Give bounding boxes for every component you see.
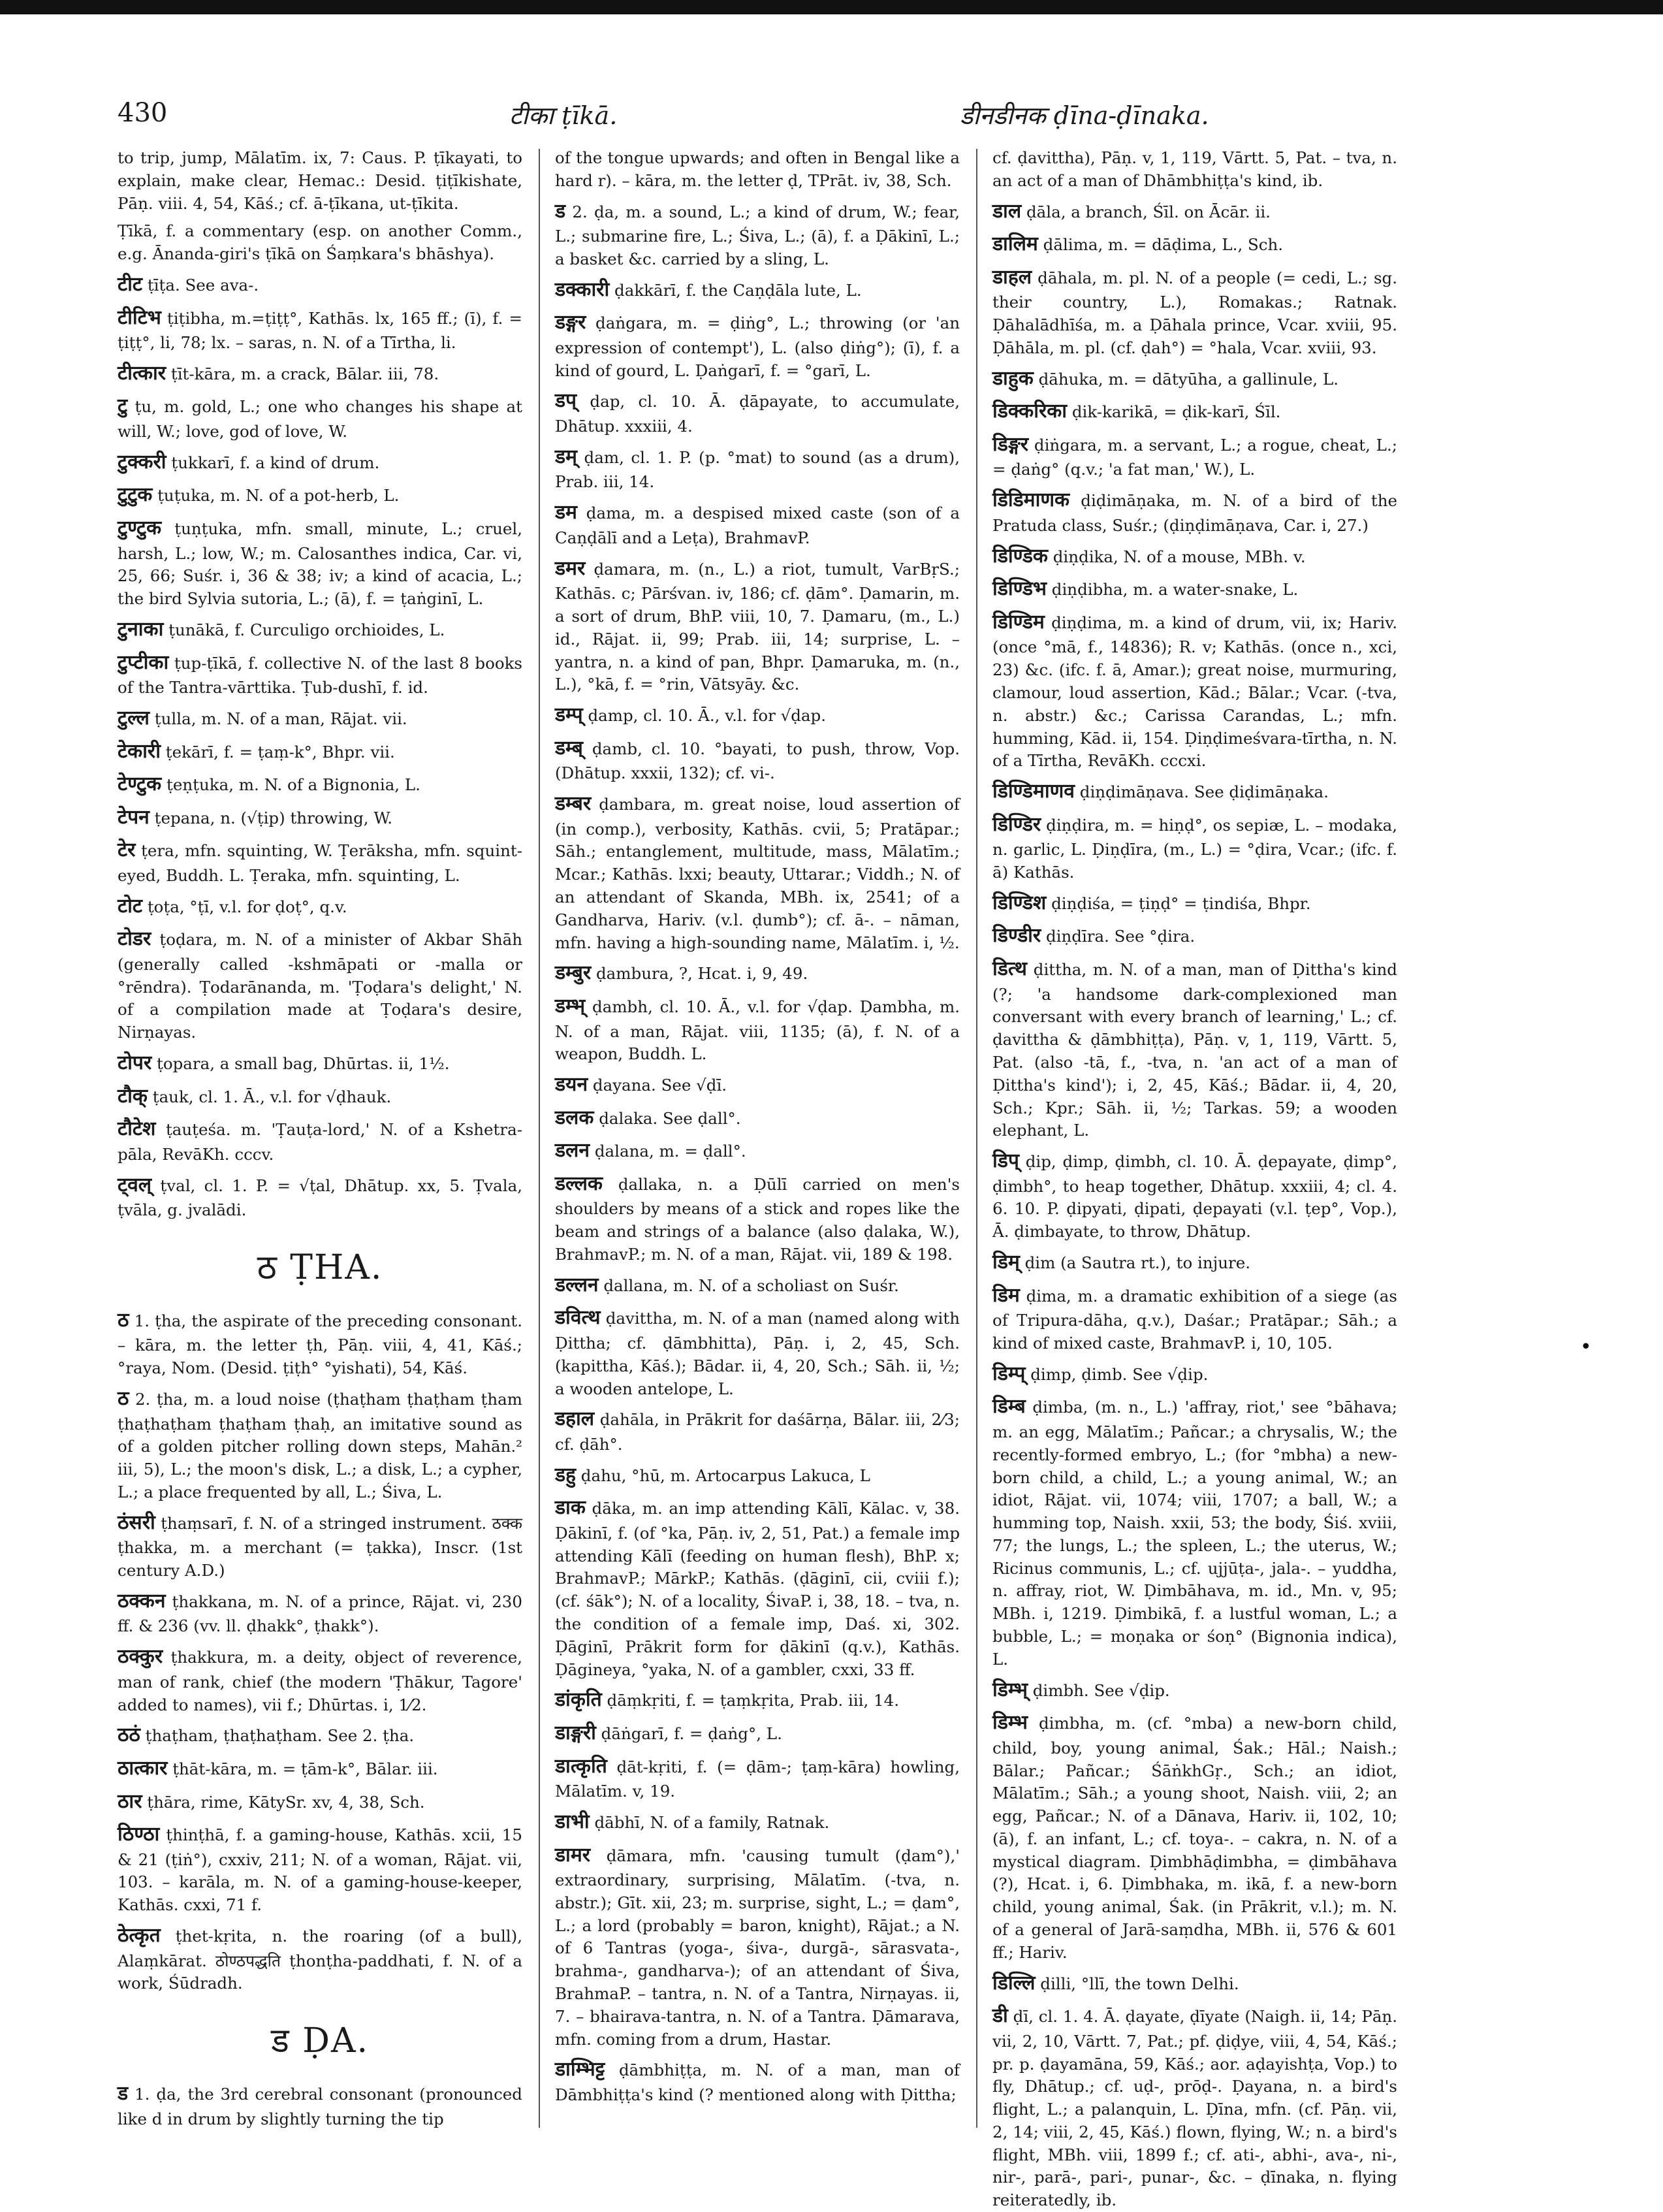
headword: टोपर <box>118 1051 152 1074</box>
entry-text: ṭauk, cl. 1. Ā., v.l. for √ḍhauk. <box>152 1087 392 1106</box>
entry-text: ḍiṇḍira, m. = hiṇḍ°, os sepiæ, L. – modaka, n. garlic, L. Ḍiṇḍīra, (m., L.) = °ḍira, Vcar.; (ifc. f. ā) Kathās. <box>992 815 1397 882</box>
headword: टौटेश <box>118 1117 156 1141</box>
headword: डिम्प् <box>992 1362 1026 1385</box>
dictionary-entry <box>555 1462 960 1490</box>
entry-text: ḍavittha, m. N. of a man (named along with Ḍittha; cf. ḍāmbhitta), Pāṇ. i, 2, 45, Sch. (kapittha, Kāś.); Bādar. ii, 4, 20, Sch.; Sāh. ii, ½; a wooden antelope, L. <box>555 1309 960 1398</box>
entry-text: ḍiṅgara, m. a servant, L.; a rogue, cheat, L.; = ḍaṅg° (q.v.; 'a fat man,' W.), L. <box>992 435 1397 479</box>
entry-text: ḍāṅgarī, f. = ḍaṅg°, L. <box>601 1723 782 1743</box>
entry-text: ḍālima, m. = dāḍima, L., Sch. <box>1043 235 1284 255</box>
headword: टीट <box>118 272 143 296</box>
dictionary-entry <box>555 387 960 438</box>
headword: डाक <box>555 1496 586 1520</box>
headword: डिण्डीर <box>992 924 1041 948</box>
headword: डिडिमाणक <box>992 489 1070 512</box>
headword: डांकृति <box>555 1688 602 1712</box>
entry-text: ḍāla, a branch, Śīl. on Ācār. ii. <box>1026 202 1271 221</box>
dictionary-entry <box>118 360 522 388</box>
headword: डिल्लि <box>992 1971 1036 1995</box>
dictionary-entry <box>118 1172 522 1222</box>
page-header <box>118 98 1430 137</box>
dictionary-entry <box>118 893 522 921</box>
entry-text: ṭoḍara, m. N. of a minister of Akbar Shāh (generally called -kshmāpati or -malla or °rēndra). Ṭodarānanda, m. 'Ṭoḍara's delight,' N. of a compilation made at Ṭoḍara's desire, Nirṇayas. <box>118 930 522 1042</box>
headword: डम्बर <box>555 792 592 816</box>
headword: टीटिभ <box>118 306 161 329</box>
headword: डहु <box>555 1463 576 1486</box>
dictionary-entry <box>992 365 1397 393</box>
dictionary-entry <box>118 220 522 266</box>
entry-text: ḍalaka. See ḍall°. <box>599 1108 741 1128</box>
entry-text: ḍābhī, N. of a family, Ratnak. <box>594 1812 830 1832</box>
headword: डी <box>992 2004 1008 2028</box>
headword: ठिण्ठा <box>118 1823 160 1846</box>
dictionary-entry <box>555 1753 960 1803</box>
entry-text: ḍamb, cl. 10. °bayati, to push, throw, Vop. (Dhātup. xxxii, 132); cf. vi-. <box>555 739 960 783</box>
entry-text: ḍahāla, in Prākrit for daśārṇa, Bālar. iii, 2⁄3; cf. ḍāh°. <box>555 1410 960 1454</box>
headword: डाङ्गरी <box>555 1721 596 1744</box>
entry-text: ḍap, cl. 10. Ā. ḍāpayate, to accumulate, Dhātup. xxxiii, 4. <box>555 392 960 436</box>
dictionary-entry <box>992 955 1397 1142</box>
dictionary-entry <box>992 543 1397 571</box>
dictionary-entry <box>555 1405 960 1456</box>
headword: डाल <box>992 199 1022 223</box>
entry-text: ḍāt-kṛiti, f. (= ḍām-; ṭaṃ-kāra) howling, Mālatīm. v, 19. <box>555 1757 960 1801</box>
headword: डम्प् <box>555 703 583 727</box>
dictionary-entry <box>992 1249 1397 1277</box>
entry-text: ṭhāt-kāra, m. = ṭām-k°, Bālar. iii. <box>172 1759 438 1778</box>
dictionary-entry <box>118 1083 522 1111</box>
dictionary-entry <box>118 515 522 611</box>
entry-text: ṭeṇṭuka, m. N. of a Bignonia, L. <box>166 775 420 795</box>
headword: ठक्कन <box>118 1589 166 1612</box>
entry-text: ḍallana, m. N. of a scholiast on Suśr. <box>603 1275 899 1295</box>
entry-text: ḍim (a Sautra rt.), to injure. <box>1024 1253 1251 1273</box>
dictionary-entry <box>118 649 522 699</box>
entry-text: ṭval, cl. 1. P. = √ṭal, Dhātup. xx, 5. Ṭvala, ṭvāla, g. jvalādi. <box>118 1176 522 1220</box>
headword: डिम्भ <box>992 1711 1028 1735</box>
entry-text: 2. ḍa, m. a sound, L.; a kind of drum, W.; fear, L.; submarine fire, L.; Śiva, L.; (ā), f. a Ḍākinī, L.; a basket &c. carried by a sling, L. <box>555 202 960 268</box>
page-number: 430 <box>118 98 168 128</box>
entry-text: ṭu, m. gold, L.; one who changes his shape at will, W.; love, god of love, W. <box>118 397 522 441</box>
entry-text: ḍamara, m. (n., L.) a riot, tumult, VarBṛS.; Kathās. c; Pārśvan. iv, 186; cf. ḍām°. Ḍamarin, m. a sort of drum, BhP. viii, 10, 7. Ḍamaru, (m., L.) id., Rājat. ii, 99; Prab. iii, 14; surprise, L. – yantra, n. a kind of pan, Bhpr. Ḍamaruka, m. (n., L.), °kā, f. = °rin, Vātsyāy. &c. <box>555 559 960 694</box>
entry-text: ḍāmara, mfn. 'causing tumult (ḍam°),' extraordinary, surprising, Mālatīm. (-tva, n. abstr.); Gīt. xii, 23; m. surprise, sight, L.; = ḍam°, L.; a lord (probably = baron, knight), Rājat.; a N. of 6 Tantras (yoga-, śiva-, durgā-, sārasvata-, brahma-, gandharva-); of an attendant of Śiva, BrahmaP. – tantra, n. N. of a Tantra, Nirṇayas. ii, 7. – bhairava-tantra, n. N. of a Tantra. Ḍāmarava, mfn. coming from a drum, Hastar. <box>555 1846 960 2049</box>
headword: डित्थ <box>992 957 1027 981</box>
headword: डम्भ् <box>555 994 586 1018</box>
entry-text: ṭhaṭham, ṭhaṭhaṭham. See 2. ṭha. <box>145 1726 415 1746</box>
entry-text: ḍambura, ?, Hcat. i, 9, 49. <box>596 964 808 984</box>
entry-text: to trip, jump, Mālatīm. ix, 7: Caus. P. ṭīkayati, to explain, make clear, Hemac.: Desid. ṭiṭīkishate, Pāṇ. viii. 4, 54, Kāś.; cf. ā-ṭīkana, ut-ṭīkita. <box>118 148 522 213</box>
entry-text: ḍāṃkṛiti, f. = ṭaṃkṛita, Prab. iii, 14. <box>607 1691 900 1710</box>
headword: ठेत्कृत <box>118 1924 161 1948</box>
headword: ट्वल् <box>118 1173 152 1196</box>
entry-text: 2. ṭha, m. a loud noise (ṭhaṭham ṭhaṭham ṭham ṭhaṭhaṭham ṭhaṭham ṭhaḥ, an imitative sound as of a golden pitcher rolling down steps, Mahān.² iii, 5), L.; the moon's disk, L.; a disk, L.; a cypher, L.; a place frequented by all, L.; Śiva, L. <box>118 1389 522 1501</box>
headword: टेर <box>118 839 136 862</box>
entry-text: ṭīṭa. See ava-. <box>147 275 259 295</box>
headword: टौक् <box>118 1084 148 1108</box>
dictionary-entry <box>118 1588 522 1638</box>
entry-text: 1. ḍa, the 3rd cerebral consonant (pronounced like d in drum by slightly turning the tip <box>118 2085 522 2128</box>
entry-text: ḍāhuka, m. = dātyūha, a gallinule, L. <box>1038 369 1339 389</box>
headword: डिम् <box>992 1251 1020 1274</box>
dictionary-entry <box>118 2080 522 2130</box>
dictionary-entry <box>118 705 522 733</box>
headword: ठक्कुर <box>118 1645 163 1669</box>
entry-text: ṭīt-kāra, m. a crack, Bālar. iii, 78. <box>170 364 439 383</box>
dictionary-entry <box>992 231 1397 259</box>
headword: ठात्कार <box>118 1756 168 1780</box>
dictionary-entry <box>992 487 1397 537</box>
headword: टेपन <box>118 805 150 829</box>
headword: डाम्भिट्ट <box>555 2058 605 2081</box>
headword: डलक <box>555 1106 594 1129</box>
entry-text: ṭekārī, f. = ṭaṃ-k°, Bhpr. vii. <box>165 742 395 761</box>
headword: डिक्करिका <box>992 400 1068 423</box>
headword: ठठं <box>118 1723 140 1747</box>
headword: डलन <box>555 1139 590 1162</box>
dictionary-entry <box>118 147 522 215</box>
headword: ठ <box>118 1387 129 1410</box>
dictionary-entry <box>992 1970 1397 1998</box>
entry-text: ḍam, cl. 1. P. (p. °mat) to sound (as a drum), Prab. iii, 14. <box>555 447 960 492</box>
dictionary-entry <box>118 616 522 644</box>
entry-text: ḍiṇḍibha, m. a water-snake, L. <box>1051 580 1299 600</box>
entry-text: ḍāhala, m. pl. N. of a people (= cedi, L.; sg. their country, L.), Romakas.; Ratnak. Ḍāhalādhīśa, m. a Ḍāhala prince, Vcar. xviii, 95. Ḍāhāla, m. pl. (cf. ḍah°) = °hala, Vcar. xviii, 93. <box>992 268 1397 357</box>
headword: डाहल <box>992 265 1032 289</box>
column-3 <box>992 147 1397 2210</box>
entry-text: ḍaṅgara, m. = ḍiṅg°, L.; throwing (or 'an expression of contempt'), L. (also ḍiṅg°); (ī), f. a kind of gourd, L. Ḍaṅgarī, f. = °garī, L. <box>555 313 960 380</box>
dictionary-entry <box>992 922 1397 950</box>
headword: डामर <box>555 1843 591 1867</box>
dictionary-entry <box>118 1821 522 1917</box>
dictionary-entry <box>555 276 960 304</box>
right-running-head: डीनडीनक ḍīna-ḍīnaka. <box>960 101 1209 130</box>
headword: डाहुक <box>992 366 1034 390</box>
headword: ड <box>118 2082 129 2106</box>
dictionary-entry <box>555 1071 960 1099</box>
entry-text: ḍiṇḍimāṇava. See ḍiḍimāṇaka. <box>1079 782 1329 802</box>
dictionary-entry <box>118 804 522 832</box>
left-running-head: टीका ṭīkā. <box>509 101 618 130</box>
entry-text: ḍiṇḍiśa, = ṭiṇḍ° = ṭindiśa, Bhpr. <box>1051 893 1311 913</box>
headword: डम् <box>555 445 577 468</box>
dictionary-entry <box>992 890 1397 918</box>
entry-text: ṭiṭibha, m.=ṭiṭṭ°, Kathās. lx, 165 ff.; (ī), f. = ṭiṭṭ°, li, 78; lx. – saras, n. N. of a Tīrtha, li. <box>118 308 522 353</box>
entry-text: ṭera, mfn. squinting, W. Ṭerāksha, mfn. squint-eyed, Buddh. L. Ṭeraka, mfn. squinting, L. <box>118 841 522 885</box>
dictionary-entry <box>118 837 522 887</box>
headword: टीत्कार <box>118 361 166 385</box>
entry-text: ḍahu, °hū, m. Artocarpus Lakuca, L <box>580 1466 870 1485</box>
dictionary-entry <box>118 1115 522 1166</box>
dictionary-entry <box>992 198 1397 226</box>
headword: टुक्करी <box>118 450 166 473</box>
entry-text: ḍiḍimāṇaka, m. N. of a bird of the Pratuda class, Suśr.; (ḍiṇḍimāṇava, Car. i, 27.) <box>992 491 1397 535</box>
entry-text: ṭhet-kṛita, n. the roaring (of a bull), Alaṃkārat. ठोण्ठपद्धति ṭhonṭha-paddhati, f. N. of a work, Śūdradh. <box>118 1927 522 1993</box>
entry-text: ḍimbha, m. (cf. °mba) a new-born child, child, boy, young animal, Śak.; Hāl.; Naish.; Bālar.; Pañcar.; ŚāṅkhGṛ., Sch.; an idiot, Mālatīm.; Sāh.; a young shoot, Naish. viii, 2; an egg, Pañcar.; N. of a Dānava, Hariv. ii, 102, 10; (ā), f. an infant, L.; cf. toya-. – cakra, n. N. of a mystical diagram. Ḍimbhāḍimbha, = ḍimbāhava (?), Hcat. i, 6. Ḍimbhaka, m. ikā, f. a new-born child, young animal, Śak. (in Prākrit, v.l.); m. N. of a general of Jarā-saṃdha, MBh. ii, 576 & 601 ff.; Hariv. <box>992 1714 1397 1962</box>
entry-text: ḍimba, (m. n., L.) 'affray, riot,' see °bāhava; m. an egg, Mālatīm.; Pañcar.; a chrysalis, W.; the recently-formed embryo, L.; (for °mbha) a new-born child, a child, L.; a young animal, W.; an idiot, Rājat. vii, 1074; viii, 1707; a ball, W.; a humming top, Naish. xxii, 53; the body, Śiś. xviii, 77; the lungs, L.; the spleen, L.; the uterus, W.; Ricinus communis, L.; cf. ujjūṭa-, jala-. – yuddha, n. affray, riot, W. Ḍimbāhava, m. id., Mn. v, 95; MBh. i, 1219. Ḍimbikā, f. a lustful woman, L.; a bubble, L.; = moṇaka or śoṇ° (Bignonia indica), L. <box>992 1398 1397 1669</box>
entry-text: ṭukkarī, f. a kind of drum. <box>171 453 380 472</box>
headword: ठंसरी <box>118 1511 155 1534</box>
headword: डिम्भ् <box>992 1678 1028 1701</box>
dictionary-entry <box>118 393 522 443</box>
dictionary-entry <box>555 499 960 549</box>
headword: डिङ्गर <box>992 432 1029 456</box>
headword: डिण्डिमाणव <box>992 780 1075 803</box>
headword: टुप्टीका <box>118 650 169 674</box>
dictionary-entry <box>118 449 522 477</box>
dictionary-entry <box>118 271 522 299</box>
entry-text: ṭuṭuka, m. N. of a pot-herb, L. <box>157 486 400 505</box>
entry-text: ḍip, ḍimp, ḍimbh, cl. 10. Ā. ḍepayate, ḍimp°, ḍimbh°, to heap together, Dhātup. xxxiii, 4; cl. 4. 6. 10. P. ḍipyati, ḍipati, ḍepayati (v.l. ṭep°, Vop.), Ā. ḍimbayate, to throw, Dhātup. <box>992 1152 1397 1242</box>
dictionary-entry <box>555 309 960 382</box>
dictionary-entry <box>992 2002 1397 2212</box>
entry-text: ḍambara, m. great noise, loud assertion of (in comp.), verbosity, Kathās. cvii, 5; Pratāpar.; Sāh.; entanglement, multitude, mass, Mālatīm.; Mcar.; Kathās. lxxi; beauty, Uttarar.; Viddh.; N. of an attendant of Skanda, MBh. ix, 2541; of a Gandharva, Hariv. (v.l. ḍumb°); cf. ā-. – nāman, mfn. having a high-sounding name, Mālatīm. i, ½. <box>555 795 960 952</box>
entry-text: ḍilli, °llī, the town Delhi. <box>1040 1974 1239 1993</box>
dictionary-entry <box>555 1104 960 1132</box>
headword: डल्लन <box>555 1273 599 1296</box>
dictionary-entry <box>992 1709 1397 1964</box>
entry-text: ṭepana, n. (√ṭip) throwing, W. <box>154 808 393 827</box>
dictionary-entry <box>992 264 1397 360</box>
entry-text: ḍalana, m. = ḍall°. <box>594 1142 746 1161</box>
headword: डवित्थ <box>555 1306 601 1330</box>
dictionary-entry <box>992 811 1397 884</box>
headword: ठार <box>118 1789 142 1813</box>
entry-text: ṭoṭa, °ṭī, v.l. for ḍoṭ°, q.v. <box>147 897 347 916</box>
dictionary-entry <box>992 398 1397 426</box>
headword: डप् <box>555 389 577 413</box>
headword: डिण्डिभ <box>992 577 1047 601</box>
headword: डिण्डिश <box>992 891 1047 914</box>
dictionary-entry <box>555 790 960 954</box>
column-2 <box>555 147 960 2132</box>
entry-text: ṭauṭeśa. m. 'Ṭauṭa-lord,' N. of a Kshetra-pāla, RevāKh. cccv. <box>118 1120 522 1164</box>
entry-text: ṭhakkana, m. N. of a prince, Rājat. vi, 230 ff. & 236 (vv. ll. ḍhakk°, ṭhakk°). <box>118 1592 522 1636</box>
dictionary-entry <box>992 609 1397 773</box>
dictionary-entry <box>992 1393 1397 1671</box>
entry-text: ḍimbh. See √ḍip. <box>1032 1680 1170 1700</box>
dictionary-entry <box>555 443 960 494</box>
dictionary-entry <box>992 1147 1397 1243</box>
dictionary-entry <box>555 2056 960 2106</box>
dictionary-entry <box>555 1686 960 1714</box>
headword: टुटुक <box>118 483 153 507</box>
entry-text: ḍāka, m. an imp attending Kālī, Kālac. v, 38. Ḍākinī, f. (of °ka, Pāṇ. iv, 2, 51, Pat.) a female imp attending Kālī (feeding on human flesh), BhP. x; BrahmavP.; MārkP.; Kathās. (ḍāginī, cii, cviii f.); (cf. śāk°); N. of a locality, ŚivaP. i, 38, 18. – tva, n. the condition of a female imp, Daś. xi, 302. Ḍāginī, Prākrit form for ḍākinī (q.v.), Kathās. Ḍāgineya, °yaka, N. of a gambler, cxxi, 33 ff. <box>555 1499 960 1679</box>
entry-text: of the tongue upwards; and often in Bengal like a hard r). – kāra, m. the letter ḍ, TPrāt. iv, 38, Sch. <box>555 148 960 190</box>
dictionary-entry <box>555 1720 960 1748</box>
dictionary-entry <box>555 1137 960 1165</box>
entry-text: 1. ṭha, the aspirate of the preceding consonant. – kāra, m. the letter ṭh, Pāṇ. viii, 4, 41, Kāś.; °raya, Nom. (Desid. ṭiṭh° °yishati), 54, Kāś. <box>118 1311 522 1378</box>
headword: टुण्टुक <box>118 517 162 540</box>
dictionary-entry <box>992 1282 1397 1355</box>
dictionary-entry <box>992 778 1397 806</box>
headword: डक्कारी <box>555 278 610 301</box>
dictionary-entry <box>992 1360 1397 1388</box>
section-heading: ड ḌA. <box>270 2021 370 2061</box>
entry-text: ṭhakkura, m. a deity, object of reverence, man of rank, chief (the modern 'Ṭhākur, Tagore' added to names), vii f.; Dhūrtas. i, 1⁄2. <box>118 1648 522 1714</box>
dictionary-entry <box>555 959 960 987</box>
entry-text: ḍī, cl. 1. 4. Ā. ḍayate, ḍīyate (Naigh. ii, 14; Pāṇ. vii, 2, 10, Vārtt. 7, Pat.; pf. ḍiḍye, viii, 4, 54, Kāś.; pr. p. ḍayamāna, 59, Kāś.; aor. aḍayishṭa, Vop.) to fly, Dhātup.; cf. uḍ-, prōḍ-. Ḍayana, n. a bird's flight, L.; a palanquin, L. Ḍīna, mfn. (cf. Pāṇ. vii, 2, 14; viii, 2, 45, Kāś.) flown, flying, W.; n. a bird's flight, MBh. viii, 1899 f.; cf. ati-, abhi-, ava-, ni-, nir-, parā-, pari-, punar-, &c. – ḍīnaka, n. flying reiteratedly, ib. <box>992 2007 1397 2210</box>
column-divider <box>539 149 540 2128</box>
dictionary-entry <box>118 1722 522 1750</box>
entry-text: ḍima, m. a dramatic exhibition of a siege (as of Tripura-dāha, q.v.), Daśar.; Pratāpar.; Sāh.; a kind of mixed caste, BrahmavP. i, 10, 105. <box>992 1286 1397 1353</box>
dictionary-entry <box>555 1842 960 2051</box>
dictionary-entry <box>555 147 960 193</box>
entry-text: ḍiṇḍīra. See °ḍira. <box>1045 927 1196 946</box>
headword: डिम <box>992 1283 1020 1307</box>
dictionary-entry <box>118 304 522 355</box>
margin-mark: • <box>1580 1336 1592 1358</box>
entry-text: ṭhāra, rime, KātySr. xv, 4, 38, Sch. <box>147 1792 425 1812</box>
dictionary-entry <box>555 198 960 271</box>
entry-text: ḍayana. See √ḍī. <box>592 1076 727 1095</box>
dictionary-entry <box>992 431 1397 481</box>
dictionary-entry <box>118 481 522 509</box>
entry-text: ṭunākā, f. Curculigo orchioides, L. <box>168 620 445 639</box>
entry-text: ṭup-ṭīkā, f. collective N. of the last 8 books of the Tantra-vārttika. Ṭub-dushī, f. id. <box>118 653 522 697</box>
entry-text: ṭhaṃsarī, f. N. of a stringed instrument. ठक्क ṭhakka, m. a merchant (= ṭakka), Inscr. (1st century A.D.) <box>118 1513 522 1580</box>
entry-text: ḍiṇḍima, m. a kind of drum, vii, ix; Hariv. (once °mā, f., 14836); R. v; Kathās. (once n., xci, 23) &c. (ifc. f. ā, Amar.); great noise, murmuring, clamour, loud assertion, Kād.; Bālar.; Vcar. (-tva, n. abstr.) &c.; Carissa Carandas, L.; mfn. humming, Kād. ii, 154. Ḍiṇḍimeśvara-tīrtha, n. N. of a Tīrtha, RevāKh. cccxi. <box>992 613 1397 771</box>
headword: डहाल <box>555 1407 595 1431</box>
headword: टेण्टुक <box>118 773 162 796</box>
dictionary-entry <box>118 1509 522 1582</box>
entry-text: ḍallaka, n. a Ḍūlī carried on men's shoulders by means of a stick and ropes like the beam and strings of a balance (also ḍalaka, W.), BrahmavP.; m. N. of a man, Rājat. vii, 189 & 198. <box>555 1174 960 1264</box>
headword: डात्कृति <box>555 1754 607 1778</box>
dictionary-entry <box>555 701 960 729</box>
headword: टुनाका <box>118 617 164 641</box>
column-divider <box>976 149 977 2128</box>
entry-text: Ṭīkā, f. a commentary (esp. on another Comm., e.g. Ānanda-giri's ṭīkā on Śaṃkara's bhāshya). <box>118 221 522 264</box>
dictionary-entry <box>555 993 960 1066</box>
dictionary-entry <box>992 575 1397 603</box>
headword: डम्बुर <box>555 961 592 985</box>
entry-text: ḍama, m. a despised mixed caste (son of a Caṇḍālī and a Leṭa), BrahmavP. <box>555 504 960 547</box>
headword: टुल्ल <box>118 706 150 729</box>
dictionary-entry <box>555 1808 960 1836</box>
entry-text: cf. ḍavittha), Pāṇ. v, 1, 119, Vārtt. 5, Pat. – tva, n. an act of a man of Dhāmbhiṭṭa's kind, ib. <box>992 148 1397 190</box>
entry-text: ṭulla, m. N. of a man, Rājat. vii. <box>154 709 407 728</box>
headword: डिम्ब <box>992 1395 1026 1419</box>
entry-text: ṭhinṭhā, f. a gaming-house, Kathās. xcii, 15 & 21 (ṭiṅ°), cxxiv, 211; N. of a woman, Rājat. vii, 103. – karāla, m. N. of a gaming-house-keeper, Kathās. cxxi, 71 f. <box>118 1825 522 1915</box>
dictionary-entry <box>992 1676 1397 1705</box>
dictionary-entry <box>118 1755 522 1783</box>
dictionary-entry <box>555 1494 960 1681</box>
column-1 <box>118 147 522 2132</box>
entry-text: ḍik-karikā, = ḍik-karī, Śīl. <box>1071 402 1281 422</box>
dictionary-entry <box>118 1643 522 1716</box>
entry-text: ḍimp, ḍimb. See √ḍip. <box>1030 1364 1209 1384</box>
headword: डाभी <box>555 1810 590 1833</box>
headword: डिप् <box>992 1149 1019 1173</box>
headword: टोडर <box>118 927 151 951</box>
headword: डम <box>555 501 577 524</box>
dictionary-entry <box>118 925 522 1044</box>
dictionary-entry <box>118 1788 522 1816</box>
dictionary-entry <box>118 771 522 799</box>
entry-text: ṭuṇṭuka, mfn. small, minute, L.; cruel, harsh, L.; low, W.; m. Calosanthes indica, Car. vi, 25, 66; Suśr. i, 36 & 38; iv; a kind of acacia, L.; the bird Sylvia sutoria, L.; (ā), f. = ṭaṅginī, L. <box>118 519 522 609</box>
dictionary-entry <box>118 1050 522 1078</box>
entry-text: ṭopara, a small bag, Dhūrtas. ii, 1½. <box>157 1054 450 1073</box>
headword: डल्लक <box>555 1172 603 1195</box>
headword: टोट <box>118 894 143 918</box>
entry-text: ḍāmbhiṭṭa, m. N. of a man, man of Dāmbhiṭṭa's kind (? mentioned along with Ḍittha; <box>555 2060 960 2104</box>
dictionary-entry <box>118 738 522 766</box>
dictionary-entry <box>555 555 960 697</box>
top-border-rule <box>0 0 1663 14</box>
dictionary-entry <box>555 1272 960 1300</box>
entry-text: ḍittha, m. N. of a man, man of Ḍittha's kind (?; 'a handsome dark-complexioned man conversant with every branch of learning,' L.; cf. ḍavittha & ḍāmbhiṭṭa), Pāṇ. v, 1, 119, Vārtt. 5, Pat. (also -tā, f., -tva, n. 'an act of a man of Ḍittha's kind'); i, 2, 45, Kāś.; Bādar. ii, 4, 20, Sch.; Kpr.; Sāh. ii, ½; Tarkas. 59; a wooden elephant, L. <box>992 960 1397 1140</box>
headword: डिण्डिर <box>992 812 1041 836</box>
entry-text: ḍiṇḍika, N. of a mouse, MBh. v. <box>1053 547 1306 566</box>
headword: डङ्गर <box>555 311 586 334</box>
headword: ड <box>555 199 566 223</box>
dictionary-entry <box>555 1170 960 1266</box>
entry-text: ḍamp, cl. 10. Ā., v.l. for √ḍap. <box>588 706 827 726</box>
headword: टेकारी <box>118 739 161 763</box>
section-heading: ठ ṬHA. <box>257 1247 383 1287</box>
dictionary-entry <box>555 735 960 785</box>
entry-text: ḍambh, cl. 10. Ā., v.l. for √ḍap. Ḍambha, m. N. of a man, Rājat. viii, 1135; (ā), f. N. of a weapon, Buddh. L. <box>555 997 960 1064</box>
dictionary-entry <box>118 1307 522 1380</box>
headword: डिण्डिक <box>992 544 1048 568</box>
headword: ठ <box>118 1308 129 1332</box>
headword: टु <box>118 394 128 418</box>
headword: डिण्डिम <box>992 610 1045 633</box>
headword: डम्ब् <box>555 736 583 760</box>
dictionary-entry <box>992 147 1397 193</box>
dictionary-entry <box>118 1922 522 1995</box>
headword: डालिम <box>992 232 1038 256</box>
headword: डयन <box>555 1073 588 1097</box>
entry-text: ḍakkārī, f. the Caṇḍāla lute, L. <box>614 280 862 300</box>
dictionary-entry <box>555 1304 960 1400</box>
headword: डमर <box>555 556 586 580</box>
dictionary-entry <box>118 1385 522 1504</box>
